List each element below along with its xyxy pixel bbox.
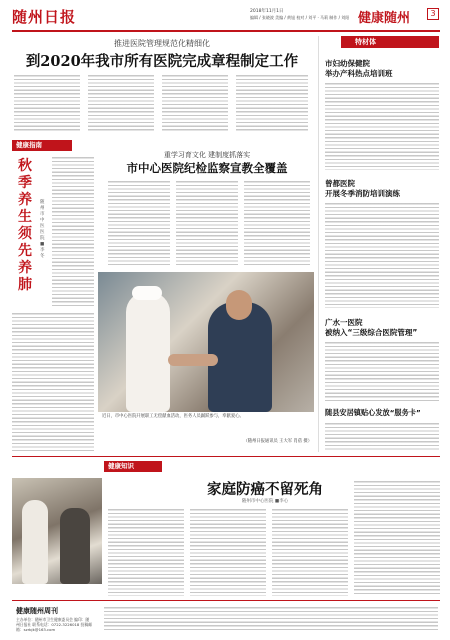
lead-body-col1 xyxy=(14,74,80,132)
brief4-body xyxy=(325,422,439,452)
left-column xyxy=(12,140,96,452)
bottom-byline: 随州市中心医院 ■李心 xyxy=(241,499,289,504)
photo-caption-text: 近日，市中心医院开展职工无偿献血活动，医务人员踊跃参与，奉献爱心。 xyxy=(102,414,244,419)
patient-figure xyxy=(60,508,90,584)
bottom-body-col1 xyxy=(108,508,184,596)
lead-body-col4 xyxy=(236,74,308,132)
brief2-title: 曾都医院 xyxy=(325,179,355,188)
left-body-top xyxy=(52,156,94,306)
brief1-body xyxy=(325,82,439,170)
center-body-col1 xyxy=(108,180,170,266)
bottom-divider xyxy=(12,456,440,457)
bottom-headline: 家庭防癌不留死角 xyxy=(207,481,323,498)
right-tag: 特材体 xyxy=(341,36,439,48)
brief2-subtitle: 开展冬季消防培训演练 xyxy=(325,189,400,198)
center-headline: 市中心医院纪检监察宣教全覆盖 xyxy=(126,161,288,175)
doctor-figure xyxy=(22,500,48,584)
brief1-subtitle: 举办产科热点培训班 xyxy=(325,69,393,78)
lead-story xyxy=(12,36,312,134)
issue-date: 2018年11月1日 xyxy=(250,9,284,14)
masthead xyxy=(12,6,440,32)
lead-headline: 到2020年我市所有医院完成章程制定工作 xyxy=(25,53,299,70)
nurse-cap xyxy=(132,286,162,300)
left-article-byline: 随州市中医医院 ■李冬 xyxy=(40,200,45,259)
photo-caption xyxy=(102,414,312,444)
footer-title: 健康随州周刊 xyxy=(16,607,58,615)
masthead-rule xyxy=(12,30,440,32)
lead-body-col2 xyxy=(88,74,154,132)
blood-donation-photo xyxy=(98,272,314,412)
brief1-title: 市妇幼保健院 xyxy=(325,59,370,68)
hospital-visit-photo xyxy=(12,478,102,584)
section-title: 健康随州 xyxy=(358,11,411,26)
brief2-body xyxy=(325,202,439,308)
nurse-figure xyxy=(126,292,170,412)
bottom-body-col3 xyxy=(272,508,348,596)
left-article-title: 秋季养生须先养肺 xyxy=(18,158,32,293)
lead-kicker: 推进医院管理规范化精细化 xyxy=(114,39,210,48)
editor-credits: 编辑 / 张晓波 美编 / 黄旭 校对 / 刘平 · 马莉 制作 / 刘阳 xyxy=(250,15,350,20)
left-tag: 健康指南 xyxy=(12,140,72,151)
footer-sponsor: 主办单位：随州市卫生健康委员会 编印：随州日报社 联系电话：0722-3226018 投稿邮箱：szrbjk@163.com xyxy=(16,617,92,632)
bottom-body-col2 xyxy=(190,508,266,596)
footer xyxy=(12,604,440,634)
footer-rule xyxy=(12,600,440,601)
center-body-col3 xyxy=(244,180,310,266)
donor-arm xyxy=(168,354,218,366)
bottom-tag: 健康知识 xyxy=(104,461,162,472)
brief3-title: 广水一医院 xyxy=(325,318,363,327)
right-column xyxy=(318,36,440,452)
donor-head xyxy=(226,290,252,320)
left-body-bottom xyxy=(12,312,94,452)
lead-body-col3 xyxy=(162,74,228,132)
center-body-col2 xyxy=(176,180,238,266)
brief3-subtitle: 被纳入“三级综合医院管理” xyxy=(325,328,418,337)
photo-credit: （随州日报通讯员 王大军 肖蓓 摄） xyxy=(243,439,312,444)
footer-ad-text xyxy=(104,606,438,632)
bottom-body-col4 xyxy=(354,480,440,596)
brief4-title: 随县安居镇贴心发放“服务卡” xyxy=(325,408,421,417)
newspaper-logo: 随州日报 xyxy=(12,8,77,26)
page-number: 3 xyxy=(427,8,439,20)
center-kicker: 重学习育文化 建制度抓落实 xyxy=(163,151,251,159)
brief3-body xyxy=(325,341,439,401)
